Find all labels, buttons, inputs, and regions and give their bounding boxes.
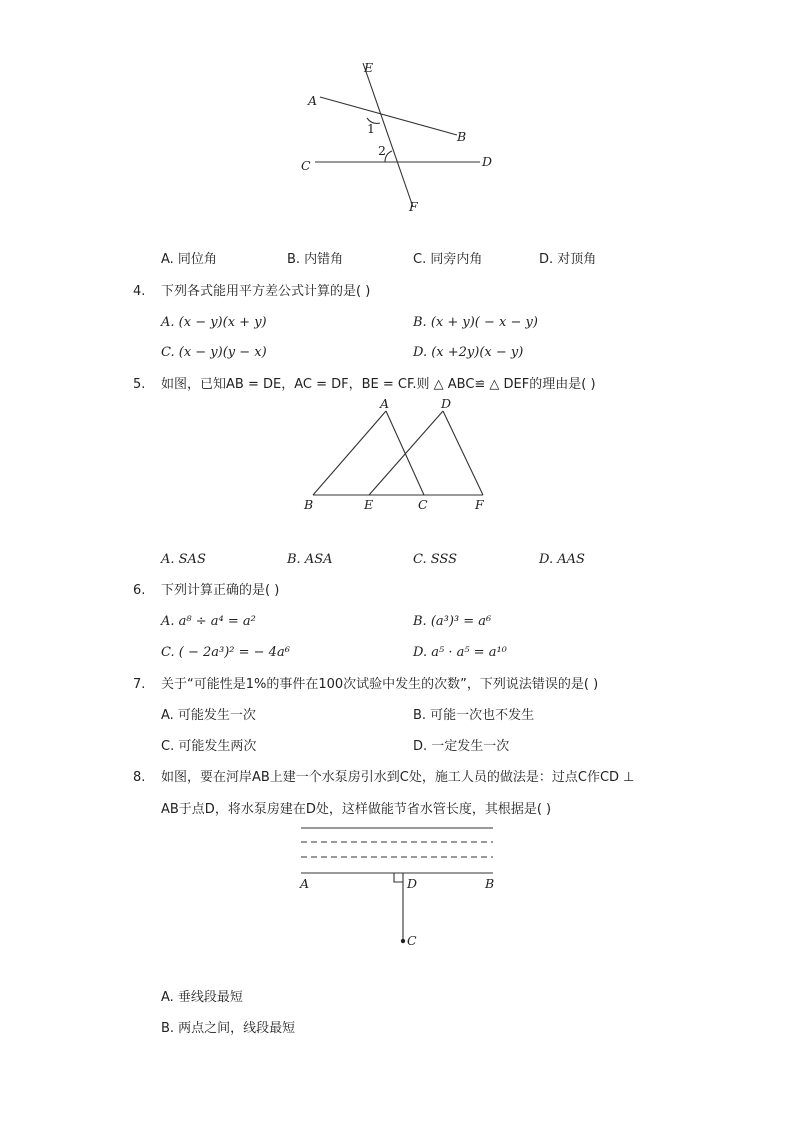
question-6-text: 下列计算正确的是( ) (161, 583, 280, 598)
choice-q7-c[interactable]: C. 可能发生两次 (161, 739, 257, 754)
label-f: F (475, 497, 484, 512)
choice-q7-d[interactable]: D. 一定发生一次 (413, 739, 510, 754)
choice-q3-c[interactable]: C. 同旁内角 (413, 252, 483, 267)
choice-q4-a[interactable]: A. (x − y)(x + y) (161, 315, 267, 330)
label-f: F (409, 199, 418, 214)
question-number-4: 4. (133, 284, 146, 299)
side-df (443, 411, 483, 495)
question-8-line-1: 如图，要在河岸AB上建一个水泵房引水到C处，施工人员的做法是：过点C作CD ⊥ (161, 770, 635, 785)
label-d: D (407, 876, 418, 891)
question-5-text: 如图，已知AB = DE，AC = DF，BE = CF.则 △ ABC≌ △ DEF的理由是( ) (161, 377, 596, 392)
question-number-8: 8. (133, 770, 146, 785)
question-number-5: 5. (133, 377, 146, 392)
label-b: B (457, 129, 467, 144)
angle-2-arc (385, 151, 392, 162)
choice-q3-a[interactable]: A. 同位角 (161, 252, 217, 267)
choice-q5-d[interactable]: D. AAS (539, 552, 585, 567)
figure-triangles (295, 393, 500, 518)
choice-q3-d[interactable]: D. 对顶角 (539, 252, 597, 267)
right-angle-mark (394, 873, 403, 882)
question-7-text: 关于“可能性是1%的事件在100次试验中发生的次数”，下列说法错误的是( ) (161, 677, 599, 692)
choice-q4-d[interactable]: D. (x +2y)(x − y) (413, 345, 524, 360)
choice-q5-b[interactable]: B. ASA (287, 552, 333, 567)
side-ed (369, 411, 443, 495)
label-d: D (482, 154, 493, 169)
choice-q5-a[interactable]: A. SAS (161, 552, 206, 567)
label-e: E (364, 60, 374, 75)
question-number-7: 7. (133, 677, 146, 692)
label-c: C (301, 158, 311, 173)
figure-river (295, 822, 500, 952)
choice-q8-a[interactable]: A. 垂线段最短 (161, 990, 243, 1005)
point-c (401, 939, 405, 943)
label-b: B (304, 497, 314, 512)
label-a: A (300, 876, 310, 891)
choice-q7-a[interactable]: A. 可能发生一次 (161, 708, 256, 723)
figure-transversal (290, 55, 510, 220)
choice-q6-b[interactable]: B. (a³)³ = a⁶ (413, 614, 492, 629)
question-4-text: 下列各式能用平方差公式计算的是( ) (161, 284, 371, 299)
choice-q4-b[interactable]: B. (x + y)( − x − y) (413, 315, 538, 330)
label-e: E (364, 497, 374, 512)
side-ac (386, 411, 424, 495)
choice-q5-c[interactable]: C. SSS (413, 552, 458, 567)
label-angle-1: 1 (367, 121, 375, 136)
label-b: B (485, 876, 495, 891)
choice-q7-b[interactable]: B. 可能一次也不发生 (413, 708, 535, 723)
choice-q6-d[interactable]: D. a⁵ · a⁵ = a¹⁰ (413, 645, 507, 660)
choice-q4-c[interactable]: C. (x − y)(y − x) (161, 345, 267, 360)
label-c: C (418, 497, 428, 512)
choice-q6-a[interactable]: A. a⁸ ÷ a⁴ = a² (161, 614, 256, 629)
label-c: C (407, 933, 417, 948)
line-ab (320, 97, 457, 135)
question-number-6: 6. (133, 583, 146, 598)
label-a: A (308, 93, 318, 108)
label-a: A (380, 396, 390, 411)
label-angle-2: 2 (378, 143, 386, 158)
choice-q8-b[interactable]: B. 两点之间，线段最短 (161, 1021, 296, 1036)
choice-q6-c[interactable]: C. ( − 2a³)² = − 4a⁶ (161, 645, 290, 660)
question-8-line-2: AB于点D，将水泵房建在D处，这样做能节省水管长度，其根据是( ) (161, 802, 552, 817)
label-d: D (441, 396, 452, 411)
choice-q3-b[interactable]: B. 内错角 (287, 252, 344, 267)
side-ba (313, 411, 386, 495)
